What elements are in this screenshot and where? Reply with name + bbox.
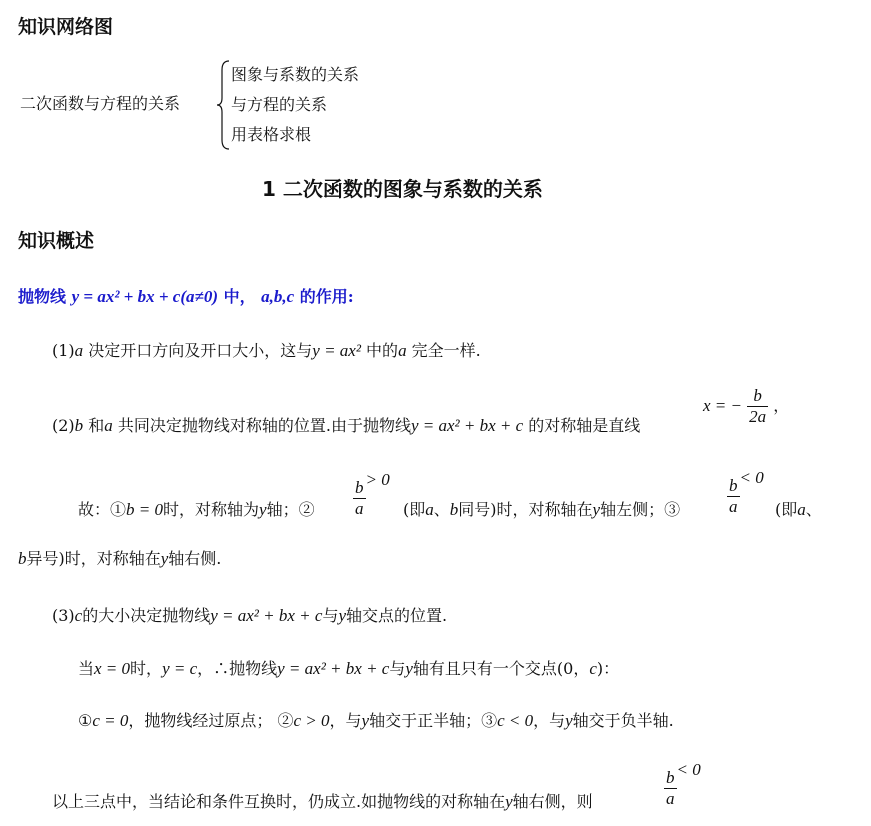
point-2-text: 和 — [88, 416, 105, 435]
relation: < 0 — [676, 760, 701, 779]
math-y: y — [505, 792, 513, 811]
fraction-denominator: 2a — [749, 407, 767, 426]
text: 轴交点的位置. — [346, 606, 448, 625]
math-formula: y = ax² + bx + c — [210, 606, 323, 625]
fraction-denominator: a — [729, 497, 738, 516]
axis-fraction — [747, 386, 768, 427]
text: 时，对称轴为 — [163, 500, 260, 519]
point-3 — [52, 603, 447, 626]
point-2-cases-2 — [403, 497, 680, 520]
text: ，抛物线经过原点； ② — [128, 711, 294, 730]
point-1-number: (1) — [52, 341, 75, 360]
math-a: a — [74, 341, 84, 360]
point-2-cases-4 — [18, 546, 221, 569]
axis-formula — [703, 386, 789, 427]
point-3-detail — [78, 656, 619, 679]
point-3-cases — [78, 708, 674, 731]
network-branch-3: 用表格求根 — [231, 125, 312, 144]
math-b: b — [449, 500, 459, 519]
overview-heading: 知识概述 — [18, 230, 95, 252]
math-c-positive: c > 0 — [293, 711, 330, 730]
fraction-numerator: b — [729, 476, 738, 495]
text: 时， — [130, 659, 163, 678]
network-branch-1: 图象与系数的关系 — [231, 65, 360, 84]
point-2-cases — [78, 497, 315, 520]
text: (即 — [403, 500, 426, 519]
relation: > 0 — [365, 470, 390, 489]
point-2-cases-3 — [775, 497, 822, 520]
text: 与 — [322, 606, 339, 625]
ratio-negative-final — [664, 760, 701, 809]
math-c-negative: c < 0 — [497, 711, 534, 730]
intro-vars: a,b,c — [261, 287, 295, 306]
text: 当 — [78, 659, 95, 678]
ratio-positive — [353, 470, 390, 519]
converse-note — [52, 789, 593, 812]
point-2 — [52, 413, 640, 436]
text: 轴左侧；③ — [600, 500, 681, 519]
math-b-zero: b = 0 — [126, 500, 163, 519]
text: 的大小决定抛物线 — [82, 606, 211, 625]
network-heading: 知识网络图 — [18, 16, 114, 38]
math-c: c — [74, 606, 83, 625]
fraction — [727, 476, 740, 517]
fraction-denominator: a — [355, 499, 364, 518]
punctuation: ， — [773, 396, 790, 415]
point-2-text: 共同决定抛物线对称轴的位置.由于抛物线 — [117, 416, 411, 435]
math-y-c: y = c — [162, 659, 198, 678]
math-formula: y = ax² — [312, 341, 361, 360]
text: 、 — [433, 500, 450, 519]
math-y: y — [361, 711, 370, 730]
math-y: y — [592, 500, 601, 519]
math-a: a — [398, 341, 407, 360]
text: 与 — [389, 659, 406, 678]
section-title: 1 二次函数的图象与系数的关系 — [262, 177, 543, 201]
text: 异号)时，对称轴在 — [26, 549, 161, 568]
text: 轴右侧，则 — [512, 792, 593, 811]
network-root: 二次函数与方程的关系 — [20, 94, 181, 113]
text: 轴交于负半轴. — [572, 711, 674, 730]
text: (即 — [775, 500, 798, 519]
relation: < 0 — [739, 468, 764, 487]
math-a: a — [425, 500, 434, 519]
math-x-zero: x = 0 — [94, 659, 131, 678]
text: 轴；② — [266, 500, 315, 519]
text: 以上三点中，当结论和条件互换时，仍成立.如抛物线的对称轴在 — [52, 792, 506, 811]
intro-formula: y = ax² + bx + c(a≠0) — [71, 287, 218, 306]
text: ，∴抛物线 — [197, 659, 278, 678]
math-a: a — [797, 500, 806, 519]
text: )： — [596, 659, 620, 678]
math-formula: y = ax² + bx + c — [410, 416, 524, 435]
math-y: y — [259, 500, 267, 519]
math-b: b — [74, 416, 84, 435]
fraction — [664, 768, 677, 809]
network-branch-2: 与方程的关系 — [231, 95, 328, 114]
fraction-numerator: b — [747, 386, 768, 407]
intro-suffix: 的作用: — [299, 287, 354, 306]
text: 、 — [805, 500, 822, 519]
text: 故：① — [78, 500, 127, 519]
fraction-numerator: b — [666, 768, 675, 787]
text: 同号)时，对称轴在 — [458, 500, 593, 519]
fraction-denominator: a — [666, 789, 675, 808]
point-2-text: 的对称轴是直线 — [528, 416, 641, 435]
point-1-text: 决定开口方向及开口大小，这与 — [88, 341, 313, 360]
point-3-number: (3) — [52, 606, 75, 625]
point-1-text: 完全一样. — [411, 341, 481, 360]
math-y: y — [405, 659, 413, 678]
point-1 — [52, 338, 481, 361]
text: 轴右侧. — [168, 549, 222, 568]
math-a: a — [104, 416, 113, 435]
text: ，与 — [533, 711, 566, 730]
text: ① — [78, 711, 93, 730]
math-y: y — [338, 606, 346, 625]
math-c: c — [589, 659, 597, 678]
point-1-text: 中的 — [366, 341, 399, 360]
fraction-numerator: b — [355, 478, 364, 497]
text: 轴有且只有一个交点(0， — [412, 659, 590, 678]
axis-lhs: x = − — [703, 396, 742, 415]
point-2-number: (2) — [52, 416, 75, 435]
curly-brace-icon — [216, 60, 230, 150]
ratio-negative — [727, 468, 764, 517]
math-y: y — [565, 711, 573, 730]
math-y: y — [160, 549, 169, 568]
intro-line — [18, 284, 354, 307]
math-formula: y = ax² + bx + c — [277, 659, 390, 678]
math-b: b — [18, 549, 27, 568]
math-c-zero: c = 0 — [92, 711, 129, 730]
intro-mid: 中， — [223, 287, 256, 306]
fraction — [353, 478, 366, 519]
text: ，与 — [329, 711, 362, 730]
intro-prefix: 抛物线 — [18, 287, 67, 306]
text: 轴交于正半轴；③ — [369, 711, 498, 730]
